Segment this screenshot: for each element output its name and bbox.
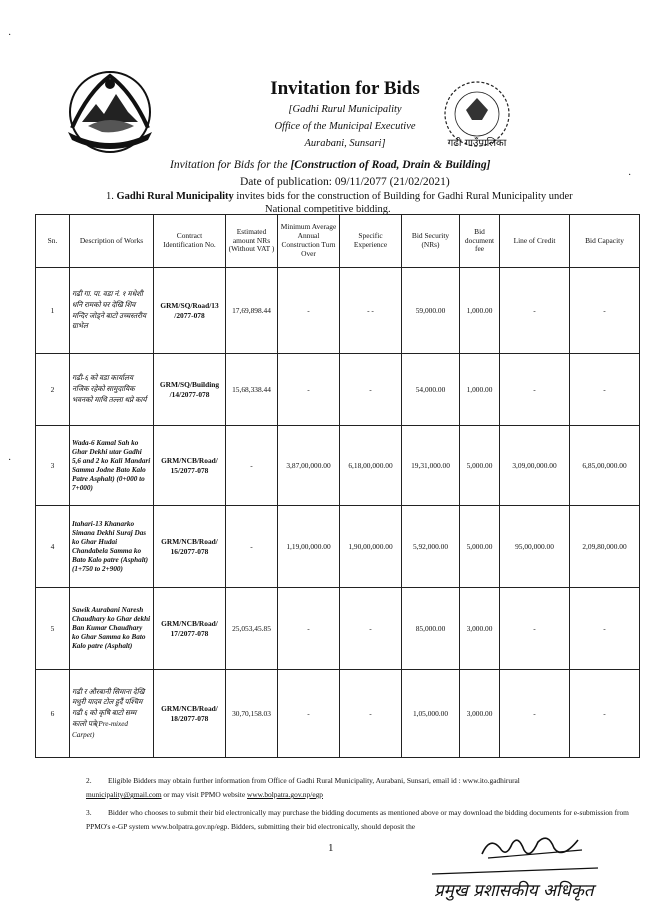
intro-municipality: Gadhi Rural Municipality [116,191,234,202]
note-2-mid: or may visit PPMO website [161,790,247,800]
cell-document-fee: 3,000.00 [460,670,500,758]
cell-bid-capacity: 6,85,00,000.00 [570,426,640,506]
col-header-line-of-credit: Line of Credit [500,215,570,268]
cell-turnover: - [278,354,340,426]
table-row [36,354,640,426]
cell-description: Sawik Aurabani Naresh Chaudhary ko Ghar dekhi Ban Kumar Chaudhary ko Ghar Samma ko Bato Kalo patre (Asphalt) [70,588,154,670]
cell-description: गढी-६ को वडा कार्यालय नजिक रहेको सामुदायिक भवनको माथि तल्ला थप्ने कार्य [70,354,154,426]
cell-sn: 5 [36,588,70,670]
col-header-contract-id: Contract Identification No. [154,215,226,268]
cell-bid-security: 59,000.00 [402,268,460,354]
cell-document-fee: 5,000.00 [460,426,500,506]
cell-estimated-amount: 17,69,898.44 [226,268,278,354]
cell-sn: 1 [36,268,70,354]
note-3 [86,806,631,834]
cell-sn: 2 [36,354,70,426]
col-header-estimated-amount: Estimated amount NRs (Without VAT ) [226,215,278,268]
table-row [36,670,640,758]
cell-experience: - - [340,268,402,354]
cell-turnover: 3,87,00,000.00 [278,426,340,506]
cell-estimated-amount: 30,70,158.03 [226,670,278,758]
cell-document-fee: 1,000.00 [460,268,500,354]
note-3-number: 3. [86,808,92,818]
note-2-text: Eligible Bidders may obtain further information from Office of Gadhi Rural Municipality, Aurabani, Sunsari, email id : www.ito.gadhirural [108,776,520,785]
col-header-document-fee: Bid document fee [460,215,500,268]
cell-bid-capacity: - [570,354,640,426]
publication-date: Date of publication: 09/11/2077 (21/02/2021) [240,176,450,188]
intro-text: invites bids for the construction of Building for Gadhi Rural Municipality under [233,191,573,202]
cell-bid-security: 5,92,000.00 [402,506,460,588]
cell-contract-id: GRM/NCB/Road/ 15/2077-078 [154,426,226,506]
cell-estimated-amount: 25,053,45.85 [226,588,278,670]
ifb-prefix: Invitation for Bids for the [170,159,291,171]
scan-mark: · [8,30,12,41]
officer-title: प्रमुख प्रशासकीय अधिकृत [434,881,594,901]
stamp-text: गढी गाउँपालिका [447,138,507,149]
cell-turnover: - [278,670,340,758]
cell-experience: - [340,588,402,670]
cell-turnover: 1,19,00,000.00 [278,506,340,588]
table-header-row [36,215,640,268]
scan-mark: · [8,455,12,466]
notes-section [86,774,631,838]
cell-description: Wada-6 Kamal Sah ko Ghar Dekhi utar Gadhi 5,6 and 2 ko Kali Mandari Samma Jodne Bato Kalo Patre Asphalt) (0+000 to 7+000) [70,426,154,506]
cell-line-of-credit: - [500,588,570,670]
cell-bid-capacity: 2,09,80,000.00 [570,506,640,588]
cell-contract-id: GRM/SQ/Building /14/2077-078 [154,354,226,426]
cell-description: Itahari-13 Khanarko Simana Dekhi Suraj Das ko Ghar Hudai Chandabela Samma ko Bato Kalo patre (Asphalt) (1+750 to 2+900) [70,506,154,588]
signature-image [478,832,588,864]
cell-line-of-credit: - [500,670,570,758]
office-name: Office of the Municipal Executive [274,121,416,132]
table-row [36,506,640,588]
page-title: Invitation for Bids [270,78,420,99]
cell-description: गढी र औरबानी सिमाना देखि मधुरी यादव टोल हुदैं पश्चिम गढी ६ को कृषि बाटो सम्म कालो पत्रे(Pre-mixed Carpet) [70,670,154,758]
cell-line-of-credit: - [500,354,570,426]
cell-turnover: - [278,588,340,670]
scan-mark: · [628,170,632,181]
cell-turnover: - [278,268,340,354]
cell-contract-id: GRM/NCB/Road/ 17/2077-078 [154,588,226,670]
officer-stamp [430,864,600,906]
cell-bid-capacity: - [570,268,640,354]
col-header-sn: Sn. [36,215,70,268]
cell-bid-capacity: - [570,588,640,670]
cell-contract-id: GRM/NCB/Road/ 16/2077-078 [154,506,226,588]
ifb-project: [Construction of Road, Drain & Building] [290,159,491,171]
cell-description: गढी गा. पा. वडा नं. १ मधेशी धनि रामको घर देखि शिव मन्दिर जोड्ने बाटो उच्चस्तरीय ग्राभेल [70,268,154,354]
email-link[interactable]: municipality@gmail.com [86,790,162,800]
cell-bid-capacity: - [570,670,640,758]
cell-line-of-credit: - [500,268,570,354]
cell-line-of-credit: 3,09,00,000.00 [500,426,570,506]
cell-experience: 1,90,00,000.00 [340,506,402,588]
table-row [36,426,640,506]
cell-estimated-amount: 15,68,338.44 [226,354,278,426]
cell-bid-security: 54,000.00 [402,354,460,426]
page-number: 1 [328,842,334,854]
cell-document-fee: 5,000.00 [460,506,500,588]
cell-experience: - [340,354,402,426]
col-header-bid-security: Bid Security (NRs) [402,215,460,268]
table-row [36,268,640,354]
cell-line-of-credit: 95,00,000.00 [500,506,570,588]
table-row [36,588,640,670]
intro-line-2: National competitive bidding. [265,204,391,215]
ppmo-website-link[interactable]: www.bolpatra.gov.np/egp [246,790,323,800]
note-2 [86,774,631,802]
cell-experience: - [340,670,402,758]
col-header-experience: Specific Experience [340,215,402,268]
cell-experience: 6,18,00,000.00 [340,426,402,506]
cell-document-fee: 1,000.00 [460,354,500,426]
cell-contract-id: GRM/SQ/Road/13 /2077-078 [154,268,226,354]
bids-table [35,214,640,758]
municipality-name: [Gadhi Rurul Municipality [288,104,402,115]
intro-paragraph [106,191,573,202]
cell-estimated-amount: - [226,506,278,588]
intro-number: 1. [106,191,114,202]
cell-document-fee: 3,000.00 [460,588,500,670]
cell-bid-security: 85,000.00 [402,588,460,670]
cell-bid-security: 19,31,000.00 [402,426,460,506]
col-header-description: Description of Works [70,215,154,268]
note-2-number: 2. [86,776,92,785]
cell-contract-id: GRM/NCB/Road/ 18/2077-078 [154,670,226,758]
cell-sn: 3 [36,426,70,506]
cell-bid-security: 1,05,000.00 [402,670,460,758]
office-address: Aurabani, Sunsari] [304,138,386,149]
col-header-bid-capacity: Bid Capacity [570,215,640,268]
note-3-text: Bidder who chooses to submit their bid electronically may purchase the bidding documents as mentioned above or may download the bidding documents for e-submission from PPMO's e-GP system www.bolpatra.gov.np/egp. Bidders, submitting their bid electronically, should deposit the [86,808,629,832]
cell-sn: 4 [36,506,70,588]
nepal-emblem-logo [58,62,162,158]
cell-estimated-amount: - [226,426,278,506]
col-header-turnover: Minimum Average Annual Construction Turn Over [278,215,340,268]
cell-sn: 6 [36,670,70,758]
ifb-subtitle [170,159,490,171]
